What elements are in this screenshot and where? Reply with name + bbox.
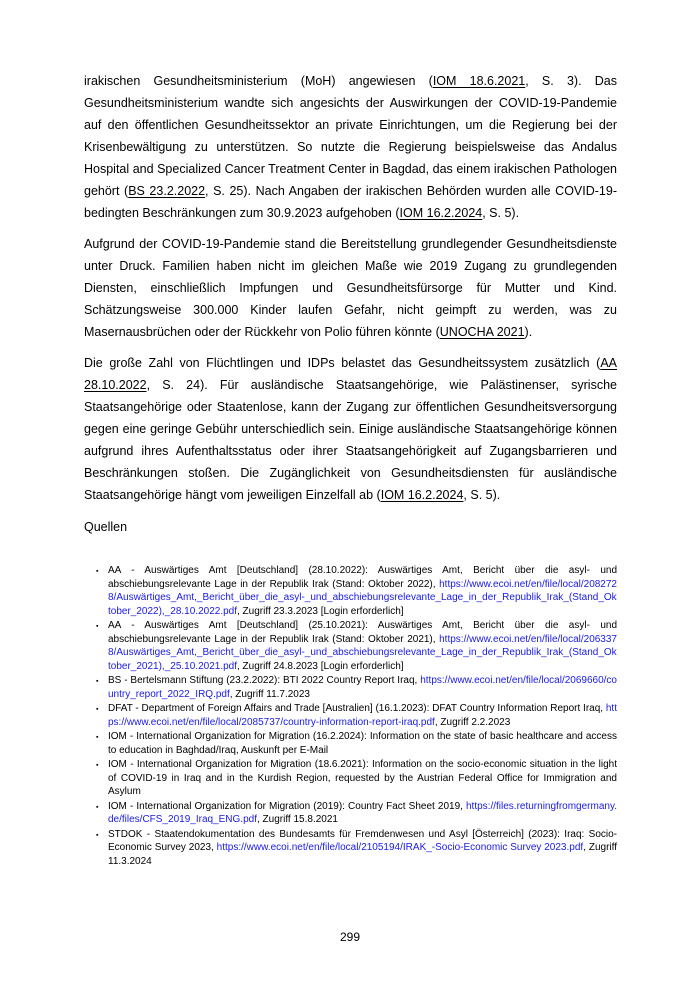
source-text bbox=[108, 702, 617, 729]
bullet-icon: ▪ bbox=[96, 623, 99, 630]
citation-link[interactable]: IOM 16.2.2024 bbox=[380, 488, 464, 502]
bullet-icon: ▪ bbox=[96, 762, 99, 769]
text-run: AA - Auswärtiges Amt [Deutschland] (25.10.2021): Auswärtiges Amt, Bericht über die asyl- und abschiebungsrelevante Lage in der Republik Irak (Stand: Oktober 2021), bbox=[108, 620, 617, 645]
source-item bbox=[84, 800, 617, 827]
citation-link[interactable]: AA 28.10.2022 bbox=[84, 356, 617, 392]
bullet-icon: ▪ bbox=[96, 734, 99, 741]
bullet-icon: ▪ bbox=[96, 678, 99, 685]
sources-list bbox=[84, 564, 617, 868]
bullet-icon: ▪ bbox=[96, 706, 99, 713]
sources-heading: Quellen bbox=[84, 520, 128, 534]
text-run: , S. 3). Das Gesundheitsministerium wandte sich angesichts der Auswirkungen der COVID-19-Pandemie auf den öffentlichen Gesundheitssektor an private Einrichtungen, um die Regierung bei der Krisenbewältigung zu unterstützen. So nutzte die Regierung beispielsweise das Andalus Hospital and Specialized Cancer Treatment Center in Bagdad, das einem irakischen Pathologen gehört ( bbox=[84, 74, 617, 198]
citation-link[interactable]: BS 23.2.2022 bbox=[128, 184, 206, 198]
text-run: STDOK - Staatendokumentation des Bundesamts für Fremdenwesen und Asyl [Österreich] (2023): Iraq: Socio-Economic Survey 2023, bbox=[108, 828, 617, 853]
url-link[interactable]: https://www.ecoi.net/en/file/local/2085737/country-information-report-iraq.pdf bbox=[108, 703, 617, 728]
source-item bbox=[84, 564, 617, 618]
text-run: , Zugriff 24.8.2023 [Login erforderlich] bbox=[237, 660, 404, 672]
text-run: IOM - International Organization for Migration (2019): Country Fact Sheet 2019, bbox=[108, 800, 466, 812]
paragraph bbox=[84, 70, 617, 224]
text-run: , S. 24). Für ausländische Staatsangehörige, wie Palästinenser, syrische Staatsangehörige oder Staatenlose, kann der Zugang zur öffentlichen Gesundheitsversorgung gegen eine geringe Gebühr unterschiedlich sein. Einige ausländische Staatsangehörige können aufgrund ihres Aufenthaltsstatus oder ihrer Staatsangehörigkeit auf Zugangsbarrieren und Beschränkungen stoßen. Die Zugänglichkeit von Gesundheitsdiensten für ausländische Staatsangehörige hängt vom jeweiligen Einzelfall ab ( bbox=[84, 378, 617, 502]
source-text bbox=[108, 800, 617, 827]
citation-link[interactable]: IOM 16.2.2024 bbox=[399, 206, 483, 220]
url-link[interactable]: https://www.ecoi.net/en/file/local/2105194/IRAK_-Socio-Economic Survey 2023.pdf bbox=[216, 842, 584, 853]
paragraph bbox=[84, 233, 617, 343]
text-run: Aufgrund der COVID-19-Pandemie stand die Bereitstellung grundlegender Gesundheitsdienste unter Druck. Familien haben nicht im gleichen Maße wie 2019 Zugang zu grundlegenden Diensten, einschließlich Impfungen und Gesundheitsfürsorge für Mutter und Kind. Schätzungsweise 300.000 Kinder laufen Gefahr, nicht geimpft zu werden, was zu Masernausbrüchen oder der Rückkehr von Polio führen könnte ( bbox=[84, 237, 617, 339]
body-text bbox=[84, 70, 617, 506]
text-run: , S. 5). bbox=[463, 488, 501, 502]
source-item bbox=[84, 674, 617, 701]
page-number: 299 bbox=[339, 930, 361, 944]
bullet-icon: ▪ bbox=[96, 803, 99, 811]
text-run: , Zugriff 15.8.2021 bbox=[256, 814, 338, 825]
citation-link[interactable]: IOM 18.6.2021 bbox=[432, 74, 526, 88]
text-run: , Zugriff 11.3.2024 bbox=[108, 842, 617, 867]
text-run: , Zugriff 23.3.2023 [Login erforderlich] bbox=[237, 605, 404, 617]
bullet-icon: ▪ bbox=[96, 568, 99, 575]
text-run: DFAT - Department of Foreign Affairs and Trade [Australien] (16.1.2023): DFAT Country Information Report Iraq, bbox=[108, 703, 606, 714]
bullet-icon: ▪ bbox=[96, 831, 99, 839]
url-link[interactable]: https://www.ecoi.net/en/file/local/2082728/Auswärtiges_Amt,_Bericht_über_die_asyl-_und_abschiebungsrelevante_Lage_in_der_Republik_Irak_(Stand_Oktober_2022),_28.10.2022.pdf bbox=[108, 578, 617, 617]
citation-link[interactable]: UNOCHA 2021 bbox=[439, 325, 525, 339]
text-run: , Zugriff 11.7.2023 bbox=[229, 688, 310, 700]
source-item bbox=[84, 619, 617, 673]
url-link[interactable]: https://www.ecoi.net/en/file/local/2069660/country_report_2022_IRQ.pdf bbox=[108, 675, 617, 700]
source-text bbox=[108, 564, 617, 618]
text-run: ). bbox=[524, 325, 533, 339]
source-item bbox=[84, 758, 617, 799]
text-run: Die große Zahl von Flüchtlingen und IDPs belastet das Gesundheitssystem zusätzlich ( bbox=[84, 356, 601, 370]
text-run: irakischen Gesundheitsministerium (MoH) angewiesen ( bbox=[84, 74, 433, 88]
text-run: BS - Bertelsmann Stiftung (23.2.2022): BTI 2022 Country Report Iraq, bbox=[108, 675, 421, 686]
text-run: , S. 5). bbox=[482, 206, 520, 220]
url-link[interactable]: https://www.ecoi.net/en/file/local/2063378/Auswärtiges_Amt,_Bericht_über_die_asyl-_und_abschiebungsrelevante_Lage_in_der_Republik_Irak_(Stand_Oktober_2021),_25.10.2021.pdf bbox=[108, 633, 617, 672]
source-text bbox=[108, 828, 617, 869]
source-text bbox=[108, 674, 617, 701]
source-item bbox=[84, 828, 617, 869]
paragraph bbox=[84, 352, 617, 506]
text-run: , S. 25). Nach Angaben der irakischen Behörden wurden alle COVID-19-bedingten Beschränkungen zum 30.9.2023 aufgehoben ( bbox=[84, 184, 617, 220]
text-run: IOM - International Organization for Migration (18.6.2021): Information on the socio-economic situation in the light of COVID-19 in Iraq and in the Kurdish Region, requested by the Austrian Federal Office for Immigration and Asylum bbox=[108, 759, 617, 797]
source-text bbox=[108, 730, 617, 757]
source-item bbox=[84, 730, 617, 757]
source-text bbox=[108, 758, 617, 799]
text-run: AA - Auswärtiges Amt [Deutschland] (28.10.2022): Auswärtiges Amt, Bericht über die asyl- und abschiebungsrelevante Lage in der Republik Irak (Stand: Oktober 2022), bbox=[108, 565, 617, 590]
source-text bbox=[108, 619, 617, 673]
source-item bbox=[84, 702, 617, 729]
text-run: , Zugriff 2.2.2023 bbox=[434, 716, 511, 728]
text-run: IOM - International Organization for Migration (16.2.2024): Information on the state of basic healthcare and access to education in Baghdad/Iraq, Auskunft per E-Mail bbox=[108, 731, 617, 756]
url-link[interactable]: https://files.returningfromgermany.de/files/CFS_2019_Iraq_ENG.pdf bbox=[108, 800, 617, 825]
